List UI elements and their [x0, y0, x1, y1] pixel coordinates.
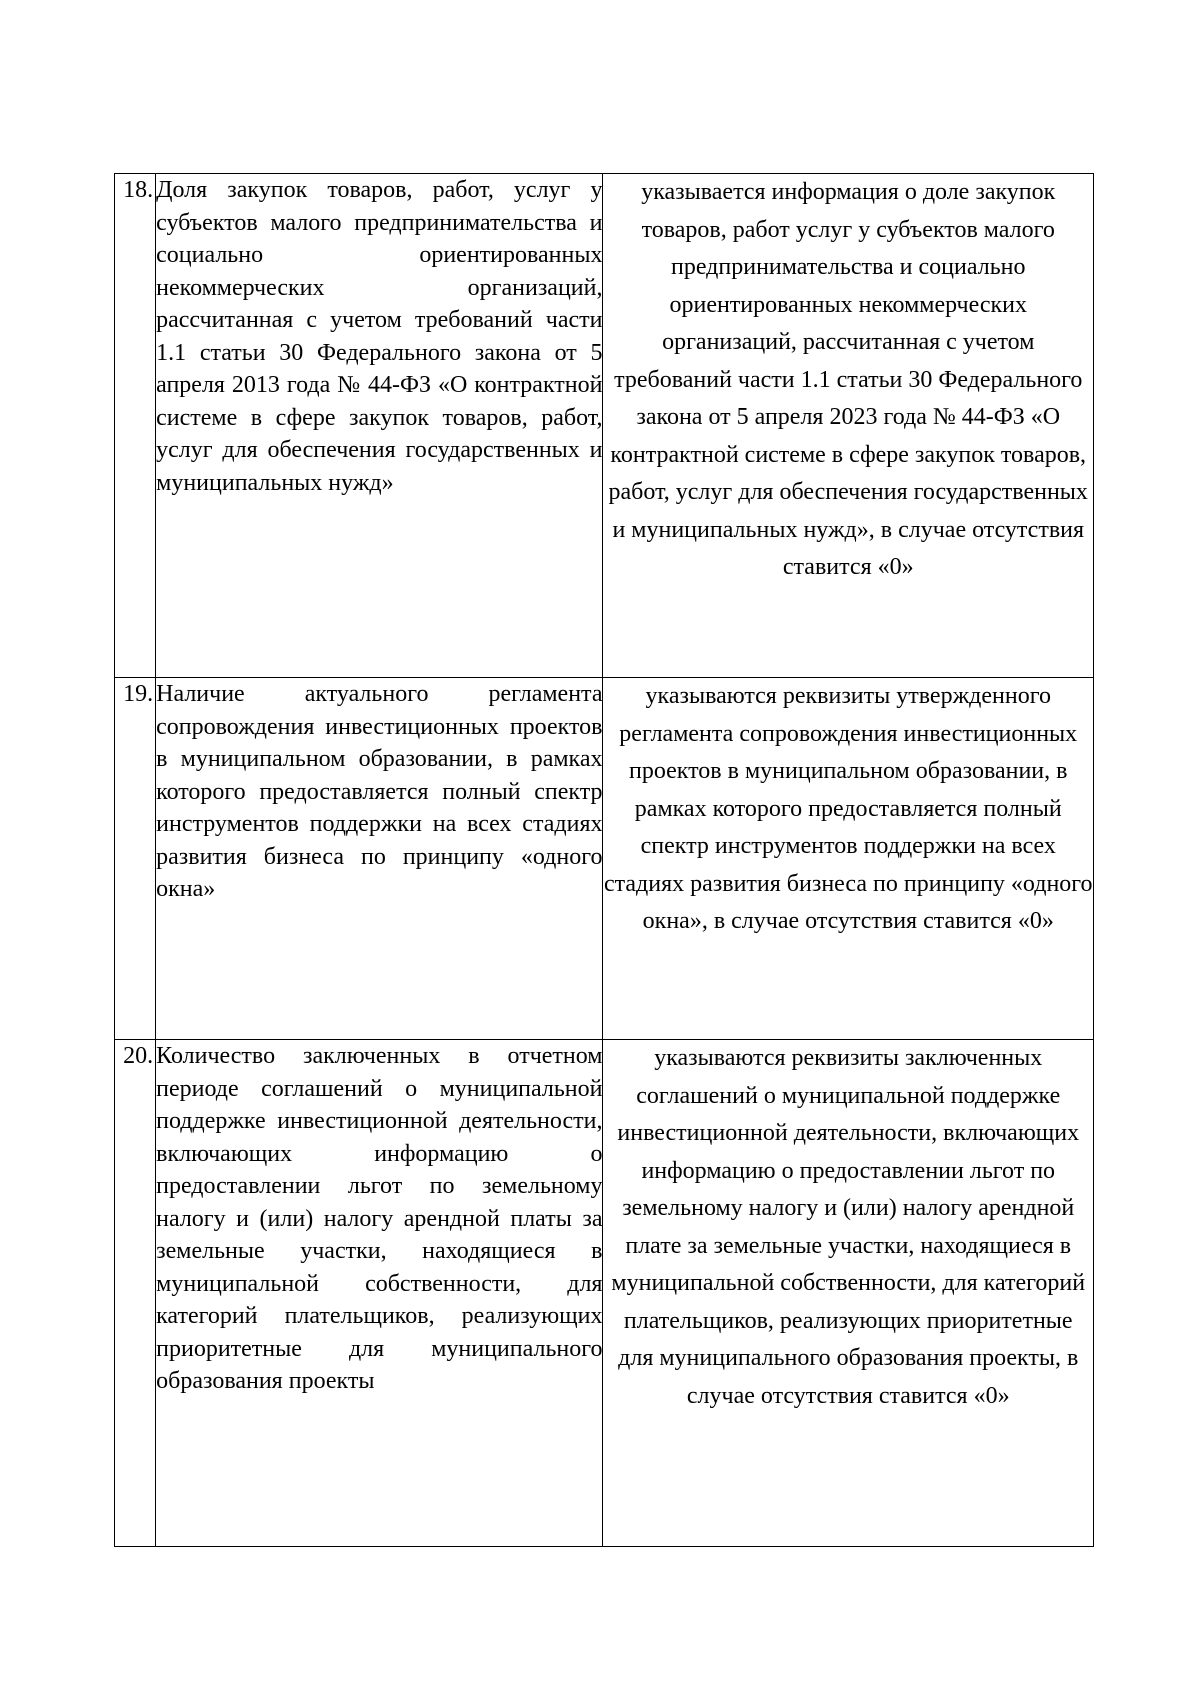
indicator-name-cell — [156, 174, 603, 678]
indicator-name: Количество заключенных в отчетном периоде соглашений о муниципальной поддержке инвестиционной деятельности, включающих информацию о предоставлении льгот по земельному налогу и (или) налогу арендной платы за земельные участки, находящиеся в муниципальной собственности, для категорий плательщиков, реализующих приоритетные для муниципального образования проекты — [156, 1043, 603, 1394]
indicator-name: Доля закупок товаров, работ, услуг у субъектов малого предпринимательства и социально ориентированных некоммерческих организаций, рассчитанная с учетом требований части 1.1 статьи 30 Федерального закона от 5 апреля 2013 года № 44-ФЗ «О контрактной системе в сфере закупок товаров, работ, услуг для обеспечения государственных и муниципальных нужд» — [156, 177, 603, 496]
row-number: 18. — [123, 177, 154, 203]
indicator-description: указываются реквизиты утвержденного регламента сопровождения инвестиционных проектов в муниципальном образовании, в рамках которого предоставляется полный спектр инструментов поддержки на всех стадиях развития бизнеса по принципу «одного окна», в случае отсутствия ставится «0» — [603, 683, 1093, 934]
indicator-description-cell — [603, 1040, 1094, 1547]
indicator-description: указывается информация о доле закупок товаров, работ услуг у субъектов малого предпринимательства и социально ориентированных некоммерческих организаций, рассчитанная с учетом требований части 1.1 статьи 30 Федерального закона от 5 апреля 2023 года № 44-ФЗ «О контрактной системе в сфере закупок товаров, работ, услуг для обеспечения государственных и муниципальных нужд», в случае отсутствия ставится «0» — [608, 179, 1088, 580]
row-number-cell — [115, 678, 156, 1040]
indicator-description: указываются реквизиты заключенных соглашений о муниципальной поддержке инвестиционной деятельности, включающих информацию о предоставлении льгот по земельному налогу и (или) налогу арендной плате за земельные участки, находящиеся в муниципальной собственности, для категорий плательщиков, реализующих приоритетные для муниципального образования проекты, в случае отсутствия ставится «0» — [611, 1045, 1086, 1409]
table-row — [115, 678, 1094, 1040]
row-number: 19. — [123, 681, 154, 707]
row-number-cell — [115, 1040, 156, 1547]
indicator-name-cell — [156, 1040, 603, 1547]
table-row — [115, 1040, 1094, 1547]
row-number: 20. — [123, 1043, 154, 1069]
row-number-cell — [115, 174, 156, 678]
indicator-description-cell — [603, 678, 1094, 1040]
indicator-name: Наличие актуального регламента сопровождения инвестиционных проектов в муниципальном образовании, в рамках которого предоставляется полный спектр инструментов поддержки на всех стадиях развития бизнеса по принципу «одного окна» — [156, 681, 603, 902]
indicator-name-cell — [156, 678, 603, 1040]
indicator-description-cell — [603, 174, 1094, 678]
table-row — [115, 174, 1094, 678]
indicators-table — [114, 173, 1094, 1547]
